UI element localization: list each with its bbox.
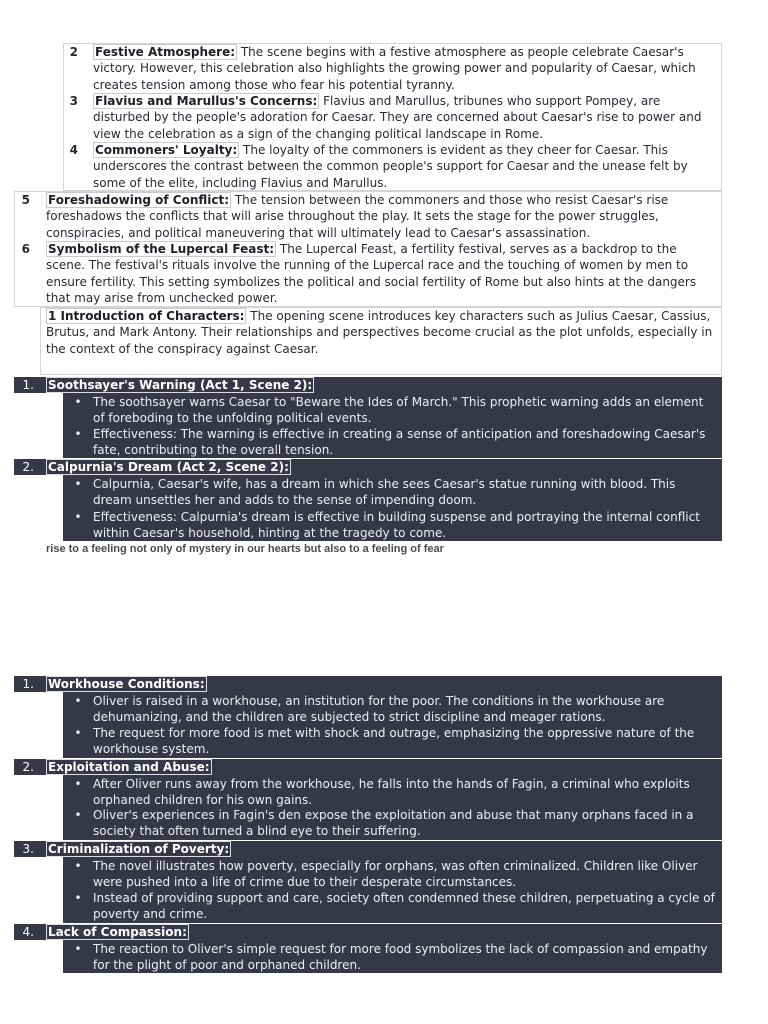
list-header-workhouse [14, 676, 722, 692]
item-number: 1. [22, 378, 34, 392]
list-header-criminalization [14, 841, 722, 857]
item-heading: Symbolism of the Lupercal Feast: [48, 242, 275, 256]
item-heading: Festive Atmosphere: [95, 45, 236, 59]
list-item-foreshadowing [14, 192, 720, 241]
item-body: The scene begins with a festive atmosphere as people celebrate Caesar's victory. However, this celebration also highlights the growing power and popularity of Caesar, which creates tension among those who fear his potential tyranny. [93, 45, 696, 92]
list-item-festive [63, 44, 718, 93]
bullet-text: Oliver's experiences in Fagin's den expose the exploitation and abuse that many orphans faced in a society that often turned a blind eye to their suffering. [93, 808, 694, 839]
item-text [93, 142, 718, 191]
bullet-icon: • [74, 859, 82, 873]
bullet-item [63, 890, 722, 923]
item-number: 6 [21, 242, 30, 256]
bullet-text: After Oliver runs away from the workhouse, he falls into the hands of Fagin, a criminal who exploits orphaned children for his own gains. [93, 777, 690, 808]
item-number: 5 [21, 193, 30, 207]
bullet-text: Instead of providing support and care, society often condemned these children, perpetuating a cycle of poverty and crime. [93, 891, 715, 922]
bullet-text: Effectiveness: Calpurnia's dream is effective in building suspense and portraying the internal conflict within Caesar's household, hinting at the tragedy to come. [93, 510, 700, 541]
item-heading: Calpurnia's Dream (Act 2, Scene 2): [48, 460, 289, 474]
bullet-icon: • [74, 726, 82, 740]
item-heading: Commoners' Loyalty: [95, 143, 238, 157]
list-item-commoners [63, 142, 718, 191]
list-header-calpurnia [14, 459, 722, 475]
item-heading: Lack of Compassion: [48, 925, 187, 939]
bullet-icon: • [74, 942, 82, 956]
intro-body: The opening scene introduces key characters such as Julius Caesar, Cassius, Brutus, and Mark Antony. Their relationships and perspectives become crucial as the plot unfolds, especially in the context of the conspiracy against Caesar. [46, 309, 713, 356]
item-number: 1. [22, 677, 34, 691]
bullet-text: The reaction to Oliver's simple request for more food symbolizes the lack of compassion and empathy for the plight of poor and orphaned children. [93, 942, 708, 973]
item-text [46, 241, 718, 306]
item-number: 2. [22, 760, 34, 774]
bullet-icon: • [74, 510, 82, 524]
bullet-text: The soothsayer warns Caesar to "Beware the Ides of March." This prophetic warning adds an element of foreboding to the unfolding political events. [93, 395, 704, 426]
bullet-icon: • [74, 395, 82, 409]
bullet-text: Oliver is raised in a workhouse, an institution for the poor. The conditions in the workhouse are dehumanizing, and the children are subjected to strict discipline and meager rations. [93, 694, 665, 725]
item-number: 2 [69, 45, 78, 59]
bullet-item [63, 776, 722, 809]
bullet-text: Effectiveness: The warning is effective in creating a sense of anticipation and foreshadowing Caesar's fate, contributing to the overall tension. [93, 427, 706, 458]
item-heading: Soothsayer's Warning (Act 1, Scene 2): [48, 378, 313, 392]
bullet-icon: • [74, 477, 82, 491]
list-item-flavius [63, 93, 718, 142]
item-heading: Foreshadowing of Conflict: [48, 193, 230, 207]
bullet-item [63, 394, 722, 427]
bullet-item [63, 476, 722, 509]
item-body: The tension between the commoners and those who resist Caesar's rise foreshadows the conflicts that will arise throughout the play. It sets the stage for the power struggles, conspiracies, and political maneuvering that will ultimately lead to Caesar's assassination. [46, 193, 669, 240]
item-heading: Criminalization of Poverty: [48, 842, 230, 856]
list-item-lupercal [14, 241, 720, 306]
bullet-item [63, 807, 722, 840]
item-number: 4. [22, 925, 34, 939]
item-text [93, 93, 718, 142]
bullet-icon: • [74, 427, 82, 441]
item-text [46, 192, 718, 241]
bullet-item [63, 858, 722, 891]
list-header-soothsayer [14, 377, 722, 393]
item-body: Flavius and Marullus, tribunes who support Pompey, are disturbed by the people's adoration for Caesar. They are concerned about Caesar's rise to power and view the celebration as a sign of the changing political landscape in Rome. [93, 94, 702, 141]
bullet-icon: • [74, 694, 82, 708]
item-number: 3. [22, 842, 34, 856]
intro-heading: 1 Introduction of Characters: [48, 309, 245, 323]
trailing-text: rise to a feeling not only of mystery in our hearts but also to a feeling of fear [46, 543, 444, 555]
item-body: The loyalty of the commoners is evident as they cheer for Caesar. This underscores the contrast between the common people's support for Caesar and the unease felt by some of the elite, including Flavius and Marullus. [93, 143, 688, 190]
item-heading: Flavius and Marullus's Concerns: [95, 94, 318, 108]
item-heading: Exploitation and Abuse: [48, 760, 210, 774]
list-header-exploitation [14, 759, 722, 775]
bullet-text: Calpurnia, Caesar's wife, has a dream in which she sees Caesar's statue running with blood. This dream unsettles her and adds to the sense of impending doom. [93, 477, 676, 508]
item-number: 4 [69, 143, 78, 157]
bullet-item [63, 941, 722, 974]
item-body: The Lupercal Feast, a fertility festival, serves as a backdrop to the scene. The festival's rituals involve the running of the Lupercal race and the touching of women by men to ensure fertility. This setting symbolizes the political and social fertility of Rome but also hints at the dangers that may arise from unchecked power. [46, 242, 697, 305]
bullet-item [63, 725, 722, 758]
bullet-icon: • [74, 777, 82, 791]
item-text [93, 44, 718, 93]
item-heading: Workhouse Conditions: [48, 677, 205, 691]
intro-paragraph [46, 308, 718, 357]
bullet-item [63, 509, 722, 541]
item-number: 3 [69, 94, 78, 108]
bullet-item [63, 693, 722, 726]
bullet-icon: • [74, 891, 82, 905]
bullet-icon: • [74, 808, 82, 822]
list-header-compassion [14, 924, 722, 940]
item-number: 2. [22, 460, 34, 474]
bullet-item [63, 426, 722, 459]
bullet-text: The request for more food is met with shock and outrage, emphasizing the oppressive nature of the workhouse system. [93, 726, 695, 757]
bullet-text: The novel illustrates how poverty, especially for orphans, was often criminalized. Children like Oliver were pushed into a life of crime due to their desperate circumstances. [93, 859, 698, 890]
